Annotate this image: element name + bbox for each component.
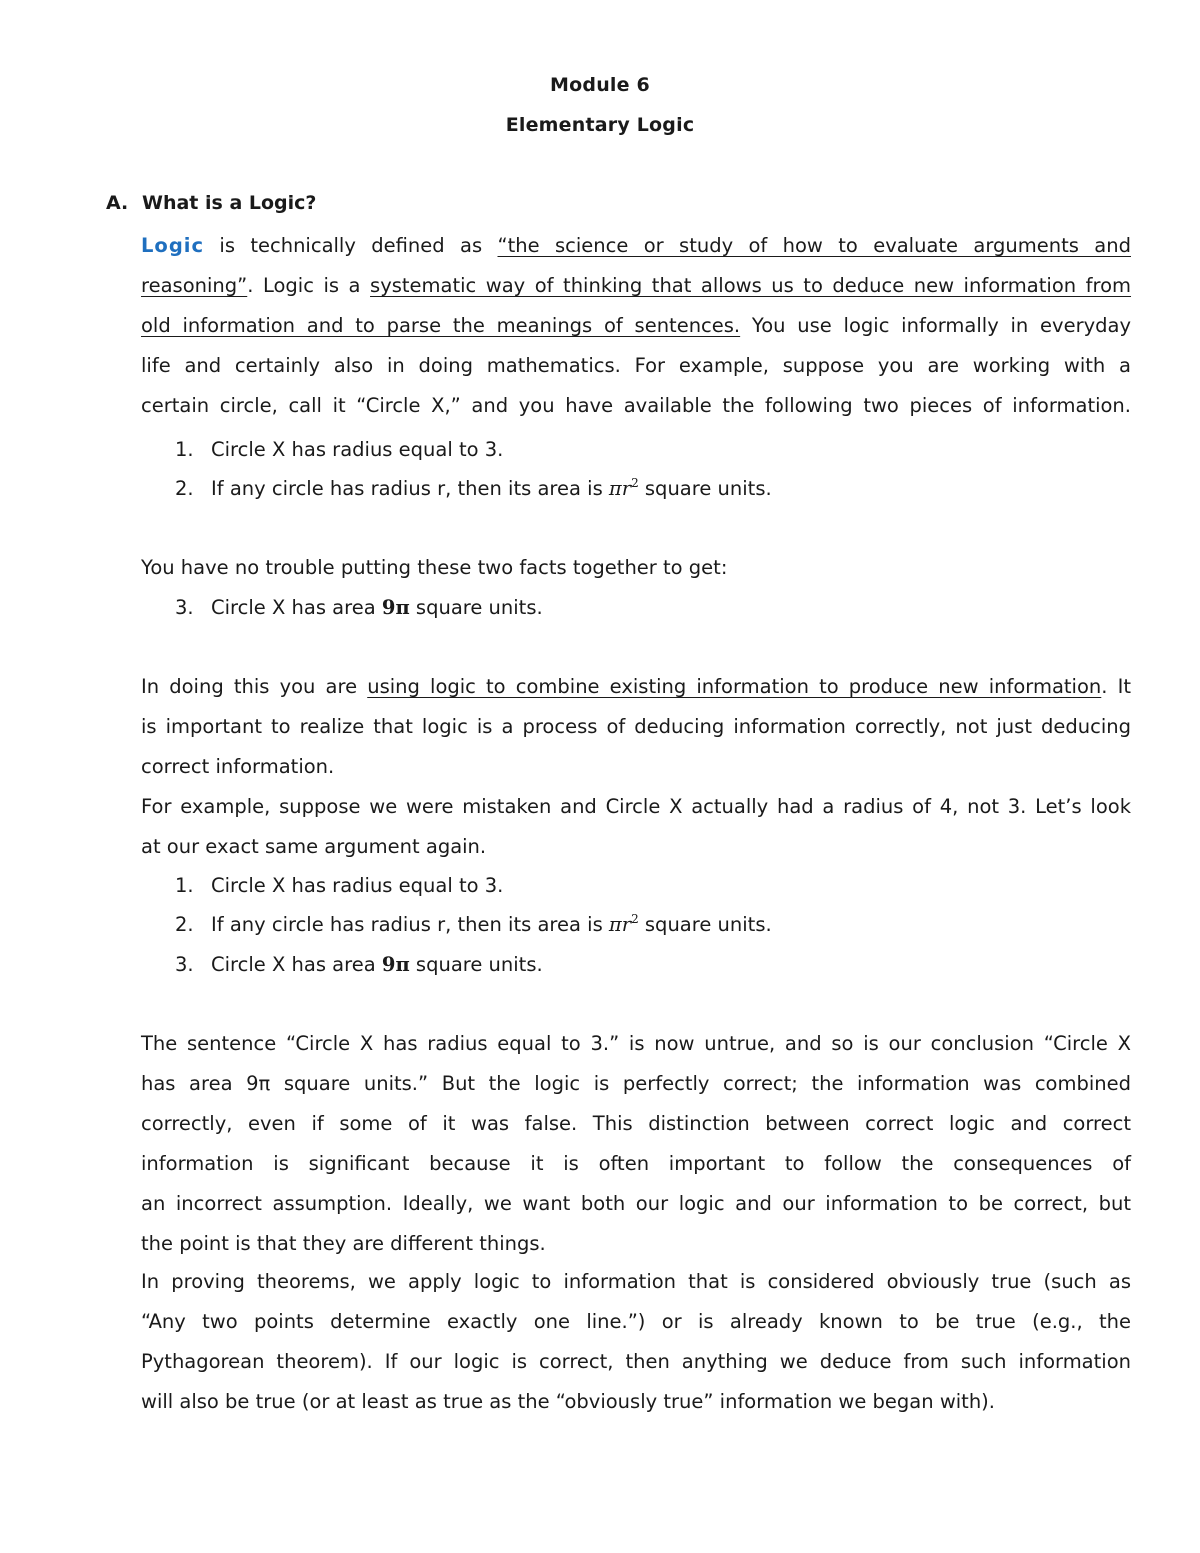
text-span: In doing this you are [141,675,368,698]
text-line: an incorrect assumption. Ideally, we want both our logic and our information to be correct, but [141,1192,1131,1215]
list-number: 2. [175,913,194,936]
text-line: “Any two points determine exactly one line.”) or is already known to be true (e.g., the [141,1310,1131,1333]
list-number: 2. [175,477,194,500]
math-expression: πr [608,913,632,936]
list-text: square units. [638,477,772,500]
text-line: For example, suppose we were mistaken and Circle X actually had a radius of 4, not 3. Let’s look [141,795,1131,818]
text-line [141,667,1131,707]
list-item [175,469,772,509]
module-title: Module 6 [550,74,650,96]
paragraph-2 [141,667,1131,867]
text-line: is important to realize that logic is a process of deducing information correctly, not just deducing [141,715,1131,738]
text-span: . Logic is a [247,274,371,297]
text-line: In proving theorems, we apply logic to information that is considered obviously true (such as [141,1270,1131,1293]
list-item [175,905,772,945]
list-text: If any circle has radius r, then its area is [211,477,609,500]
list-item [175,430,503,470]
definition-underline: systematic way of thinking that allows us to deduce new information from [370,274,1132,297]
list-number: 1. [175,874,194,897]
text-span: . It [1101,675,1132,698]
math-exponent: 2 [631,912,639,926]
text-line: has area 9π square units.” But the logic is perfectly correct; the information was combined [141,1072,1131,1095]
definition-underline-end: old information and to parse the meanings of sentences. [141,314,741,337]
module-subtitle: Elementary Logic [505,114,695,136]
text-line [141,266,1131,306]
text-line: correct information. [141,755,335,778]
math-expression: 9π [381,953,410,976]
list-text: Circle X has radius equal to 3. [211,874,504,897]
section-heading-text: What is a Logic? [142,192,317,214]
text-line [141,306,1131,346]
text-line [141,226,1131,266]
list-text: square units. [409,596,543,619]
section-heading [106,192,316,214]
math-expression: πr [608,477,632,500]
text-line: Pythagorean theorem). If our logic is correct, then anything we deduce from such information [141,1350,1131,1373]
section-letter: A. [106,192,129,214]
key-phrase-underline: using logic to combine existing information to produce new information [367,675,1102,698]
text-span: You use logic informally in everyday [740,314,1131,337]
paragraph-4 [141,1262,1131,1422]
text-line: at our exact same argument again. [141,835,487,858]
text-line: life and certainly also in doing mathematics. For example, suppose you are working with a [141,354,1131,377]
intro-paragraph [141,226,1131,426]
list-item [175,866,503,906]
definition-quote-end: reasoning” [141,274,248,297]
list-text: square units. [638,913,772,936]
list-text: If any circle has radius r, then its area is [211,913,609,936]
math-expression: 9π [381,596,410,619]
text-span: is technically defined as [204,234,498,257]
text-line: the point is that they are different things. [141,1232,546,1255]
text-line: information is significant because it is often important to follow the consequences of [141,1152,1131,1175]
text-line: correctly, even if some of it was false. This distinction between correct logic and correct [141,1112,1131,1135]
list-text: Circle X has radius equal to 3. [211,438,504,461]
math-exponent: 2 [631,476,639,490]
list-number: 3. [175,596,194,619]
list-number: 3. [175,953,194,976]
text-line: The sentence “Circle X has radius equal to 3.” is now untrue, and so is our conclusion “Circle X [141,1032,1131,1055]
list-text: Circle X has area [211,596,382,619]
text-line: certain circle, call it “Circle X,” and you have available the following two pieces of information. [141,394,1131,417]
list-number: 1. [175,438,194,461]
paragraph-3 [141,1024,1131,1264]
definition-quote: “the science or study of how to evaluate arguments and [497,234,1131,257]
list-item [175,945,543,985]
text-line: will also be true (or at least as true as the “obviously true” information we began with). [141,1390,995,1413]
list-text: Circle X has area [211,953,382,976]
transition-sentence: You have no trouble putting these two facts together to get: [141,556,728,579]
list-item [175,588,543,628]
list-text: square units. [409,953,543,976]
logic-term: Logic [141,234,205,257]
